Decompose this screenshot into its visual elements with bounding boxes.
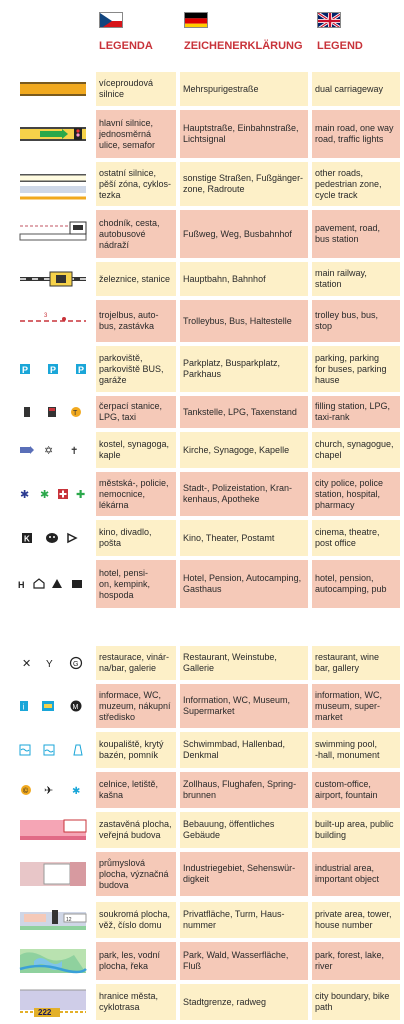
filling-station-icon: [14, 396, 90, 428]
legend-text-cz: hlavní silnice, jednosměrná ulice, semafor: [96, 110, 176, 158]
legend-text-en: parking, parking for buses, parking hause: [312, 346, 400, 392]
legend-text-cz: park, les, vodní plocha, řeka: [96, 942, 176, 980]
svg-text:Y: Y: [46, 659, 53, 670]
legend-row: [0, 110, 404, 158]
legend-text-en: city boundary, bike path: [312, 984, 400, 1020]
legend-text-de: Information, WC, Museum, Supermarket: [180, 684, 308, 728]
legend-text-en: swimming pool, -hall, monument: [312, 732, 400, 768]
legend-text-de: Hotel, Pension, Autocamping, Gasthaus: [180, 560, 308, 608]
dual-carriageway-icon: [14, 72, 90, 106]
church-icon: [14, 432, 90, 468]
swimming-pool-icon: [14, 732, 90, 768]
legend-text-de: Stadtgrenze, radweg: [180, 984, 308, 1020]
legend-text-cz: čerpací stanice, LPG, taxi: [96, 396, 176, 428]
legend-text-cz: restaurace, vinár- na/bar, galerie: [96, 646, 176, 680]
legend-text-cz: parkoviště, parkoviště BUS, garáže: [96, 346, 176, 392]
legend-row: [0, 560, 404, 608]
svg-text:✱: ✱: [72, 786, 81, 797]
legend-row: [0, 520, 404, 556]
legend-text-cz: chodník, cesta, autobusové nádraží: [96, 210, 176, 258]
legend-text-en: dual carriageway: [312, 72, 400, 106]
legend-text-en: trolley bus, bus, stop: [312, 300, 400, 342]
legend-text-cz: celnice, letiště, kašna: [96, 772, 176, 808]
legend-text-cz: ostatní silnice, pěší zóna, cyklos- tezka: [96, 162, 176, 206]
legend-text-de: Trolleybus, Bus, Haltestelle: [180, 300, 308, 342]
legend-text-en: restaurant, wine bar, gallery: [312, 646, 400, 680]
industrial-area-icon: [14, 852, 90, 896]
legend-text-de: Hauptbahn, Bahnhof: [180, 262, 308, 296]
svg-text:✡: ✡: [44, 445, 54, 457]
legend-row: [0, 942, 404, 980]
svg-text:K: K: [24, 534, 30, 544]
legend-row: [0, 432, 404, 468]
legend-text-cz: hranice města, cyklotrasa: [96, 984, 176, 1020]
parking-icon: [14, 346, 90, 392]
legend-row: [0, 472, 404, 516]
legend-text-cz: průmyslová plocha, význačná budova: [96, 852, 176, 896]
uk-flag-icon: [317, 12, 341, 28]
svg-text:3: 3: [44, 313, 48, 319]
svg-text:✕: ✕: [22, 658, 32, 670]
legend-text-en: information, WC, museum, super- market: [312, 684, 400, 728]
legend-text-cz: víceproudová silnice: [96, 72, 176, 106]
legend-row: [0, 646, 404, 680]
legend-row: [0, 346, 404, 392]
svg-text:H: H: [18, 580, 25, 590]
svg-text:12: 12: [66, 917, 72, 923]
header-czech: LEGENDA: [99, 40, 153, 52]
svg-text:✱: ✱: [40, 489, 50, 501]
legend-text-en: other roads, pedestrian zone, cycle track: [312, 162, 400, 206]
svg-text:M: M: [72, 704, 79, 711]
trolleybus-icon: [14, 300, 90, 342]
legend-row: [0, 684, 404, 728]
legend-row: [0, 852, 404, 896]
legend-text-cz: železnice, stanice: [96, 262, 176, 296]
legend-text-de: Kino, Theater, Postamt: [180, 520, 308, 556]
legend-text-cz: koupaliště, krytý bazén, pomník: [96, 732, 176, 768]
police-icon: [14, 472, 90, 516]
legend-row: [0, 262, 404, 296]
german-flag-icon: [184, 12, 208, 28]
legend-text-de: Parkplatz, Busparkplatz, Parkhaus: [180, 346, 308, 392]
legend-text-de: Industriegebiet, Sehenswür- digkeit: [180, 852, 308, 896]
legend-text-en: park, forest, lake, river: [312, 942, 400, 980]
hotel-icon: [14, 560, 90, 608]
legend-text-de: Zollhaus, Flughafen, Spring- brunnen: [180, 772, 308, 808]
svg-text:T: T: [73, 410, 78, 417]
header-german: ZEICHENERKLÄRUNG: [184, 40, 303, 52]
svg-text:P: P: [50, 365, 57, 375]
legend-text-cz: zastavěná plocha, veřejná budova: [96, 812, 176, 848]
legend-text-de: Hauptstraße, Einbahnstraße, Lichtsignal: [180, 110, 308, 158]
legend-row: [0, 300, 404, 342]
legend-row: [0, 984, 404, 1020]
legend-row: [0, 902, 404, 938]
legend-text-de: Tankstelle, LPG, Taxenstand: [180, 396, 308, 428]
park-icon: [14, 942, 90, 980]
legend-row: [0, 812, 404, 848]
legend-row: [0, 72, 404, 106]
legend-text-en: hotel, pension, autocamping, pub: [312, 560, 400, 608]
svg-text:✱: ✱: [20, 489, 30, 501]
svg-text:©: ©: [23, 788, 29, 795]
legend-text-en: cinema, theatre, post office: [312, 520, 400, 556]
built-up-area-icon: [14, 812, 90, 848]
main-road-icon: [14, 110, 90, 158]
cinema-icon: [14, 520, 90, 556]
legend-row: [0, 772, 404, 808]
legend-text-en: main railway, station: [312, 262, 400, 296]
bike-route-number: 222: [38, 1008, 52, 1017]
information-icon: [14, 684, 90, 728]
city-boundary-icon: [14, 984, 90, 1020]
svg-text:i: i: [22, 702, 25, 712]
railway-icon: [14, 262, 90, 296]
legend-text-de: Fußweg, Weg, Busbahnhof: [180, 210, 308, 258]
legend-text-en: built-up area, public building: [312, 812, 400, 848]
legend-row: [0, 396, 404, 428]
legend-text-de: Privatfläche, Turm, Haus- nummer: [180, 902, 308, 938]
other-road-icon: [14, 162, 90, 206]
legend-row: [0, 162, 404, 206]
legend-text-de: Restaurant, Weinstube, Gallerie: [180, 646, 308, 680]
legend-row: [0, 210, 404, 258]
restaurant-icon: [14, 646, 90, 680]
legend-text-de: Kirche, Synagoge, Kapelle: [180, 432, 308, 468]
svg-text:✚: ✚: [76, 489, 86, 501]
legend-text-en: city police, police station, hospital, pharmacy: [312, 472, 400, 516]
private-area-icon: [14, 902, 90, 938]
legend-text-cz: kostel, synagoga, kaple: [96, 432, 176, 468]
svg-text:✈: ✈: [44, 785, 54, 797]
legend-text-en: filling station, LPG, taxi-rank: [312, 396, 400, 428]
legend-text-cz: městská-, policie, nemocnice, lékárna: [96, 472, 176, 516]
legend-text-de: Bebauung, öffentliches Gebäude: [180, 812, 308, 848]
legend-text-de: Schwimmbad, Hallenbad, Denkmal: [180, 732, 308, 768]
legend-text-en: church, synagogue, chapel: [312, 432, 400, 468]
legend-text-cz: informace, WC, muzeum, nákupní středisko: [96, 684, 176, 728]
svg-text:G: G: [73, 661, 79, 668]
legend-text-en: main road, one way road, traffic lights: [312, 110, 400, 158]
legend-text-en: custom-office, airport, fountain: [312, 772, 400, 808]
legend-text-de: Mehrspurigestraße: [180, 72, 308, 106]
legend-text-cz: soukromá plocha, věž, číslo domu: [96, 902, 176, 938]
header-english: LEGEND: [317, 40, 363, 52]
czech-flag-icon: [99, 12, 123, 28]
footpath-icon: [14, 210, 90, 258]
svg-text:✝: ✝: [70, 446, 79, 457]
legend-text-de: Stadt-, Polizeistation, Kran- kenhaus, Apotheke: [180, 472, 308, 516]
legend-text-en: pavement, road, bus station: [312, 210, 400, 258]
customs-icon: [14, 772, 90, 808]
legend-row: [0, 732, 404, 768]
svg-text:P: P: [78, 365, 85, 375]
legend-text-en: private area, tower, house number: [312, 902, 400, 938]
svg-text:P: P: [22, 365, 29, 375]
legend-text-de: Park, Wald, Wasserfläche, Fluß: [180, 942, 308, 980]
legend-text-cz: kino, divadlo, pošta: [96, 520, 176, 556]
legend-text-de: sonstige Straßen, Fußgänger- zone, Radroute: [180, 162, 308, 206]
legend-text-cz: trojelbus, auto- bus, zastávka: [96, 300, 176, 342]
legend-text-en: industrial area, important object: [312, 852, 400, 896]
legend-text-cz: hotel, pensi- on, kempink, hospoda: [96, 560, 176, 608]
